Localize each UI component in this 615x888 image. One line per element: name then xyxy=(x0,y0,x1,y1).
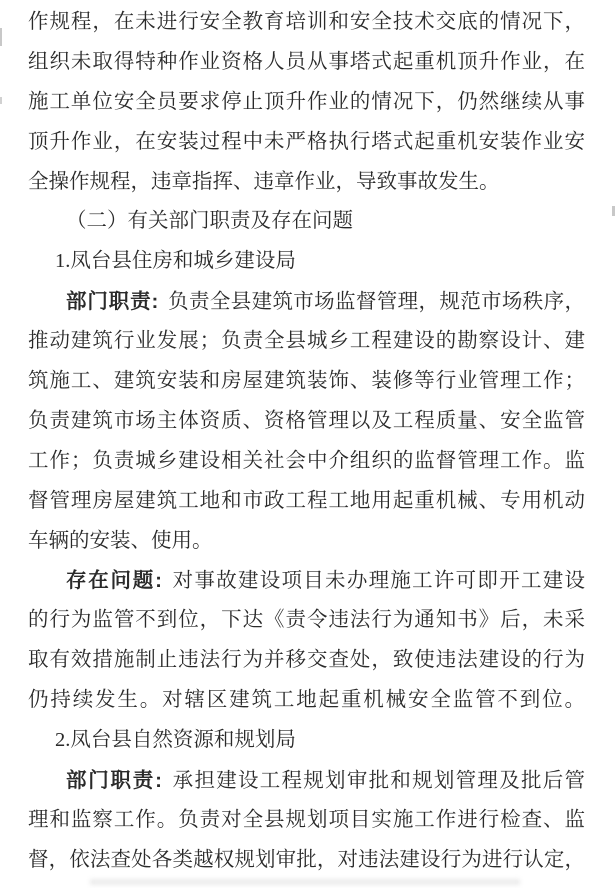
duty-paragraph-line xyxy=(28,282,585,322)
problem-paragraph-line xyxy=(28,561,585,601)
body-line: 负责建筑市场主体资质、资格管理以及工程质量、安全监管 xyxy=(28,409,585,432)
body-text: 负责全县建筑市场监督管理，规范市场秩序， xyxy=(167,291,585,314)
body-line: 推动建筑行业发展；负责全县城乡工程建设的勘察设计、建 xyxy=(28,330,585,353)
body-line: 组织未取得特种作业资格人员从事塔式起重机顶升作业，在 xyxy=(28,50,585,73)
body-line: 车辆的安装、使用。 xyxy=(28,529,213,552)
body-text: 承担建设工程规划审批和规划管理及批后管 xyxy=(171,769,585,792)
scan-artifact xyxy=(90,879,520,885)
item-heading-housing-bureau: 1.凤台县住房和城乡建设局 xyxy=(55,250,296,273)
scan-artifact xyxy=(0,28,2,46)
body-line: 理和监察工作。负责对全县规划项目实施工作进行检查、监 xyxy=(28,808,585,831)
section-heading: （二）有关部门职责及存在问题 xyxy=(66,210,353,233)
body-line: 筑施工、建筑安装和房屋建筑装饰、装修等行业管理工作； xyxy=(28,370,585,393)
item-heading-planning-bureau: 2.凤台县自然资源和规划局 xyxy=(55,729,296,752)
duty-label: 部门职责: xyxy=(66,768,163,792)
body-line: 督管理房屋建筑工地和市政工程工地用起重机械、专用机动 xyxy=(28,489,585,512)
body-line: 顶升作业，在安装过程中未严格执行塔式起重机安装作业安 xyxy=(28,130,585,153)
body-line: 的行为监管不到位，下达《责令违法行为通知书》后，未采 xyxy=(28,609,585,632)
body-line: 工作；负责城乡建设相关社会中介组织的监督管理工作。监 xyxy=(28,449,585,472)
body-line: 仍持续发生。对辖区建筑工地起重机械安全监管不到位。 xyxy=(28,689,585,712)
body-line: 全操作规程，违章指挥、违章作业，导致事故发生。 xyxy=(28,170,500,193)
document-page xyxy=(28,0,585,881)
body-line: 取有效措施制止违法行为并移交查处，致使违法建设的行为 xyxy=(28,649,585,672)
body-line: 施工单位安全员要求停止顶升作业的情况下，仍然继续从事 xyxy=(28,90,585,113)
body-text: 对事故建设项目未办理施工许可即开工建设 xyxy=(171,570,585,593)
scan-artifact xyxy=(0,97,2,104)
duty-paragraph-line xyxy=(28,761,585,801)
body-line: 作规程，在未进行安全教育培训和安全技术交底的情况下， xyxy=(28,11,585,33)
problem-label: 存在问题: xyxy=(66,569,163,593)
duty-label: 部门职责: xyxy=(66,290,159,314)
body-line: 督，依法查处各类越权规划审批，对违法建设行为进行认定， xyxy=(28,848,585,871)
